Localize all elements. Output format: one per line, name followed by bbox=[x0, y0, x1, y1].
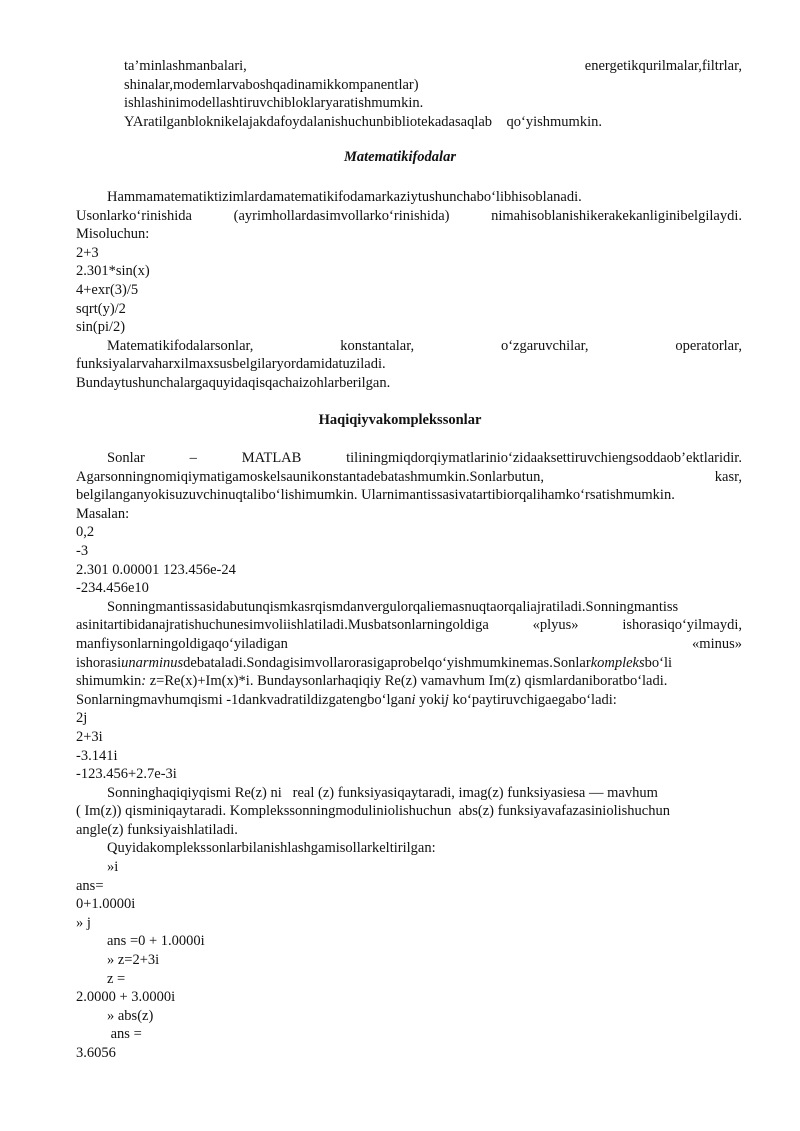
session-line: ans = bbox=[107, 1026, 142, 1043]
paragraph-line-justified bbox=[76, 616, 742, 635]
text: o‘zgaruvchilar, bbox=[500, 337, 589, 354]
example-expression: sqrt(y)/2 bbox=[76, 300, 126, 317]
italic-text: : bbox=[141, 673, 147, 690]
session-line: » abs(z) bbox=[107, 1007, 154, 1024]
example-complex: 2j bbox=[76, 710, 88, 727]
session-line: » j bbox=[76, 914, 91, 931]
text: Usonlarko‘rinishida bbox=[76, 207, 192, 224]
text: tiliningmiqdorqiymatlarinio‘zidaaksettiruvchiengsoddaob’ektlaridir. bbox=[346, 450, 742, 466]
italic-text: unarminus bbox=[121, 654, 184, 671]
text: «plyus» bbox=[532, 617, 579, 634]
text: konstantalar, bbox=[340, 337, 415, 354]
text: energetikqurilmalar,filtrlar, bbox=[584, 58, 742, 74]
example-expression: 2.301*sin(x) bbox=[76, 263, 150, 280]
example-number: 0,2 bbox=[76, 524, 95, 541]
matlab-session bbox=[76, 858, 742, 1063]
paragraph-line: Bundaytushunchalargaquyidaqisqachaizohlarberilgan. bbox=[76, 374, 391, 391]
session-line: ans= bbox=[76, 877, 104, 894]
session-line: 3.6056 bbox=[76, 1045, 116, 1061]
example-expression: 2+3 bbox=[76, 244, 99, 261]
paragraph-line-justified bbox=[76, 337, 742, 356]
text: manfiysonlarningoldigaqo‘yiladigan bbox=[76, 635, 288, 652]
example-number: 2.301 0.00001 123.456e-24 bbox=[76, 561, 236, 578]
paragraph-line: Sonningmantissasidabutunqismkasrqismdanvergulorqaliemasnuqtaorqaliajratiladi.Sonningmantiss bbox=[107, 598, 679, 615]
section2-body bbox=[76, 449, 742, 1063]
text: Sonlarningmavhumqismi -1dankvadratildizgatengbo‘lgan bbox=[76, 691, 412, 708]
text: «minus» bbox=[692, 635, 742, 652]
intro-line-1 bbox=[76, 57, 742, 76]
italic-text: j bbox=[444, 691, 449, 708]
example-expression: 4+exr(3)/5 bbox=[76, 281, 139, 298]
paragraph-line: Misoluchun: bbox=[76, 226, 150, 243]
text: bo‘li bbox=[644, 654, 673, 671]
paragraph-line-justified bbox=[76, 207, 742, 226]
section1-body bbox=[76, 188, 742, 393]
paragraph-line: ( Im(z)) qisminiqaytaradi. Komplekssonningmoduliniolishuchun abs(z) funksiyavafazasiniolishuchun bbox=[76, 803, 670, 820]
session-line: 2.0000 + 3.0000i bbox=[76, 989, 176, 1006]
text: ishorasiqo‘yilmaydi, bbox=[622, 617, 742, 634]
intro-line-3: ishlashinimodellashtiruvchibloklaryaratishmumkin. bbox=[124, 95, 424, 112]
text: nimahisoblanishikerakekanliginibelgilaydi. bbox=[491, 207, 742, 224]
paragraph-line: Hammamatematiktizimlardamatematikifodamarkaziytushunchabo‘libhisoblanadi. bbox=[107, 189, 582, 205]
session-line: ans =0 + 1.0000i bbox=[107, 933, 205, 950]
paragraph-line-justified bbox=[76, 468, 742, 487]
example-number: -3 bbox=[76, 542, 89, 559]
text: – bbox=[189, 450, 197, 466]
text: MATLAB bbox=[241, 450, 302, 466]
italic-text: i bbox=[411, 691, 416, 708]
intro-line-2: shinalar,modemlarvaboshqadinamikkompanentlar) bbox=[124, 76, 419, 93]
session-line: z = bbox=[107, 970, 126, 987]
example-complex: 2+3i bbox=[76, 728, 103, 745]
session-line: » z=2+3i bbox=[107, 952, 160, 969]
text: shimumkin bbox=[76, 673, 142, 690]
text: debataladi.Sondagisimvollarorasigaprobelqo‘yishmumkinemas.Sonlar bbox=[183, 654, 591, 671]
paragraph-line: funksiyalarvaharxilmaxsusbelgilaryordamidatuziladi. bbox=[76, 356, 386, 373]
paragraph-line: angle(z) funksiyaishlatiladi. bbox=[76, 821, 238, 838]
example-number: -234.456e10 bbox=[76, 580, 149, 597]
example-complex: -3.141i bbox=[76, 747, 118, 764]
paragraph-line-justified bbox=[76, 449, 742, 468]
example-expression: sin(pi/2) bbox=[76, 319, 126, 336]
text: operatorlar, bbox=[675, 337, 742, 354]
intro-line-4: YAratilganbloknikelajakdafoydalanishuchunbibliotekadasaqlab qo‘yishmumkin. bbox=[124, 113, 602, 130]
text: ishorasi bbox=[76, 654, 122, 671]
text: Matematikifodalarsonlar, bbox=[107, 337, 254, 354]
session-line: 0+1.0000i bbox=[76, 896, 136, 913]
text: Agarsonningnomiqiymatigamoskelsaunikonstantadebatashmumkin.Sonlarbutun, bbox=[76, 468, 544, 485]
section-heading-numbers: Haqiqiyvakomplekssonlar bbox=[318, 412, 482, 428]
text: ko‘paytiruvchigaegabo‘ladi: bbox=[448, 691, 617, 708]
paragraph-line: Masalan: bbox=[76, 505, 130, 522]
paragraph-line-justified bbox=[76, 635, 742, 654]
paragraph-line: Quyidakomplekssonlarbilanishlashgamisollarkeltirilgan: bbox=[107, 840, 436, 857]
text: Sonlar bbox=[107, 450, 145, 466]
paragraph-line bbox=[76, 672, 742, 691]
text: asinitartibidanajratishuchunesimvoliishlatiladi.Musbatsonlarningoldiga bbox=[76, 617, 489, 634]
text: ta’minlashmanbalari, bbox=[124, 58, 247, 74]
text: (ayrimhollardasimvollarko‘rinishida) bbox=[233, 207, 450, 224]
session-line: »i bbox=[107, 859, 119, 876]
paragraph-line: belgilanganyokisuzuvchinuqtalibo‘lishimumkin. Ularnimantissasivatartibiorqalihamko‘rsatishmumkin. bbox=[76, 487, 675, 504]
paragraph-line bbox=[76, 691, 742, 710]
text: z=Re(x)+Im(x)*i. Bundaysonlarhaqiqiy Re(z) vamavhum Im(z) qismlardaniboratbo‘ladi. bbox=[146, 673, 668, 690]
section-heading-expressions: Matematikifodalar bbox=[344, 149, 456, 165]
paragraph-line bbox=[76, 654, 742, 673]
text: yoki bbox=[415, 691, 445, 708]
intro-block bbox=[76, 57, 742, 131]
text: kasr, bbox=[714, 468, 742, 485]
paragraph-line: Sonninghaqiqiyqismi Re(z) ni real (z) funksiyasiqaytaradi, imag(z) funksiyasiesa — mavhum bbox=[107, 784, 658, 801]
example-complex: -123.456+2.7e-3i bbox=[76, 766, 177, 783]
italic-text: kompleks bbox=[590, 654, 645, 671]
